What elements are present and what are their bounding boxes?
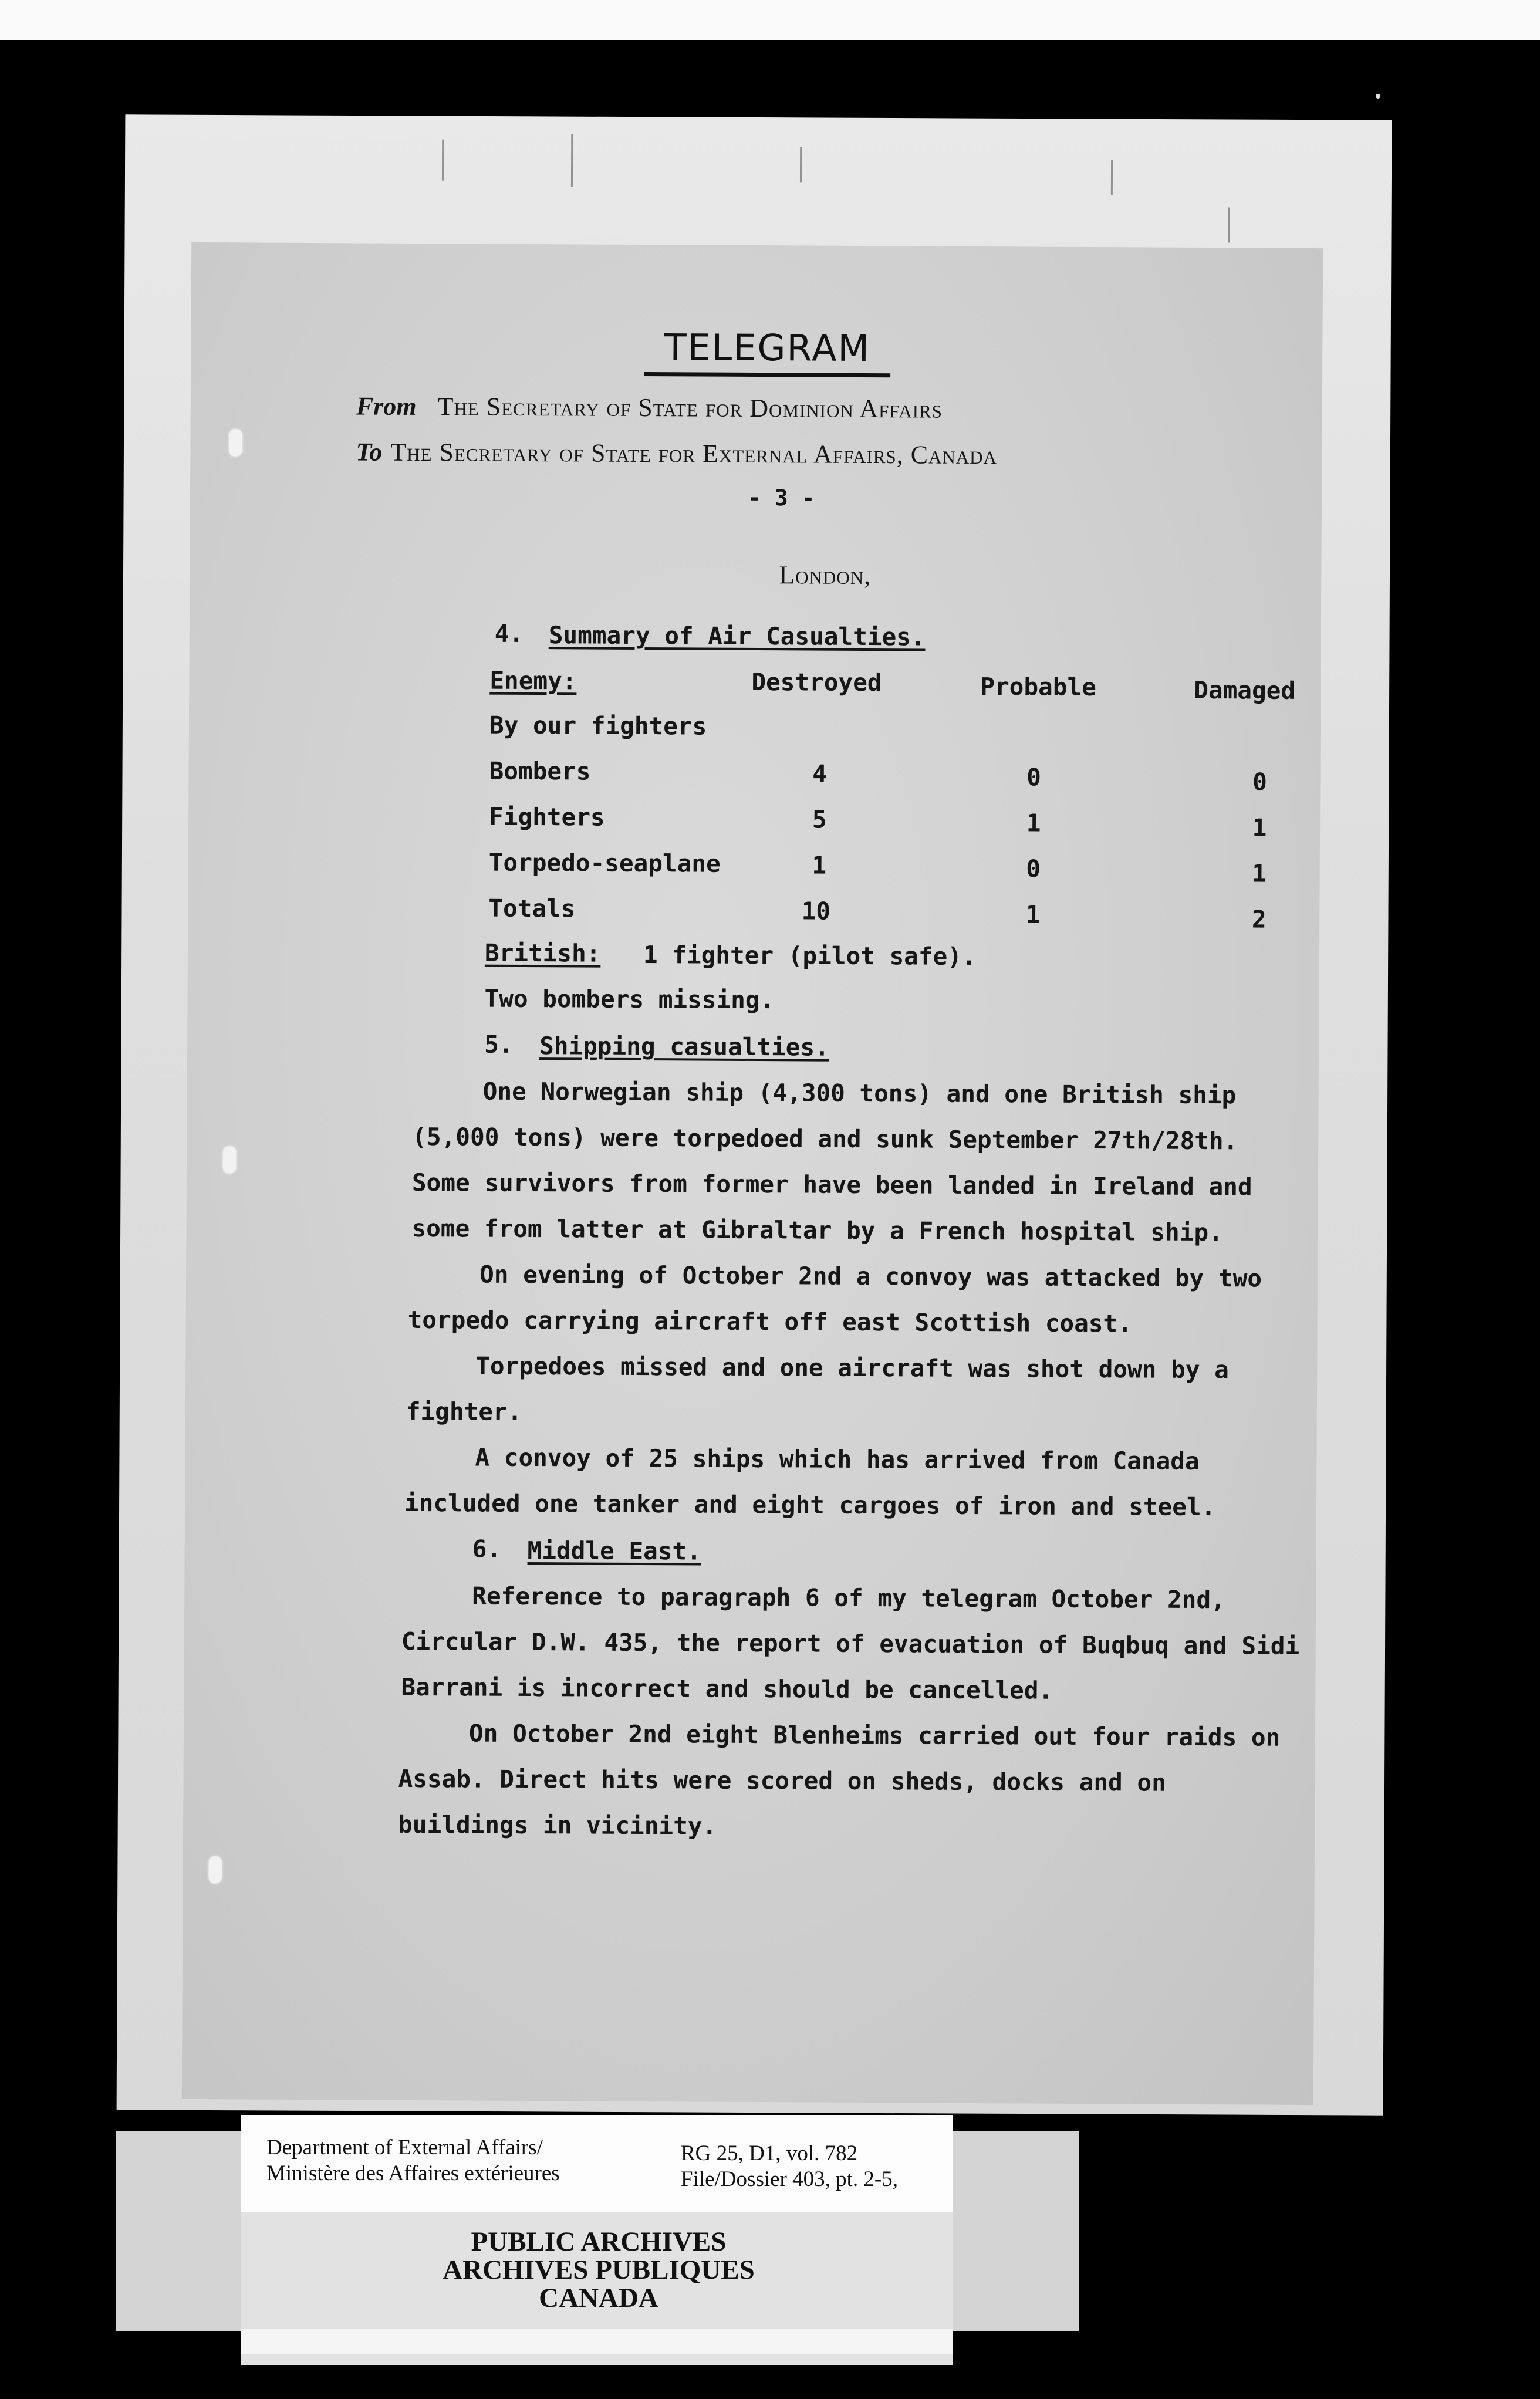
- bombers-missing: Two bombers missing.: [484, 984, 775, 1015]
- cell-value: 0: [1026, 854, 1041, 883]
- body-line: One Norwegian ship (4,300 tons) and one British ship: [482, 1077, 1237, 1110]
- section-5-heading: Shipping casualties.: [539, 1032, 829, 1062]
- enemy-label: Enemy:: [489, 666, 577, 695]
- by-our-fighters: By our fighters: [489, 711, 707, 741]
- section-5-number: 5.: [484, 1030, 514, 1059]
- scratch-mark: [800, 147, 802, 182]
- film-speck: [1376, 94, 1380, 99]
- col-probable: Probable: [980, 673, 1096, 702]
- cell-value: 1: [1025, 900, 1041, 929]
- cell-value: 1: [1026, 809, 1041, 837]
- punch-hole: [223, 1146, 236, 1173]
- scratch-mark: [571, 134, 573, 187]
- cell-value: 0: [1252, 768, 1267, 796]
- cell-value: 2: [1251, 905, 1267, 934]
- body-line: fighter.: [406, 1397, 522, 1426]
- cell-value: 0: [1026, 763, 1042, 792]
- scratch-mark: [1228, 208, 1230, 243]
- place-line: London,: [779, 560, 872, 590]
- body-line: Assab. Direct hits were scored on sheds, docks and on: [398, 1764, 1166, 1797]
- row-label: Fighters: [489, 802, 605, 832]
- col-damaged: Damaged: [1194, 675, 1296, 705]
- body-line: Circular D.W. 435, the report of evacuation of Buqbuq and Sidi: [401, 1627, 1300, 1660]
- body-line: On October 2nd eight Blenheims carried out four raids on: [468, 1719, 1281, 1752]
- cell-value: 1: [812, 851, 827, 880]
- scratch-mark: [1111, 160, 1113, 195]
- row-label: Totals: [488, 894, 576, 923]
- body-line: Torpedoes missed and one aircraft was shot down by a: [475, 1351, 1229, 1384]
- archive-reference-card: [241, 2115, 953, 2212]
- row-label: Bombers: [489, 756, 591, 786]
- archive-ref-1: RG 25, D1, vol. 782: [681, 2141, 858, 2165]
- film-bottom-strip: [241, 2329, 953, 2354]
- punch-hole: [229, 429, 242, 456]
- stamp-line-2: ARCHIVES PUBLIQUES: [443, 2255, 755, 2285]
- public-archives-stamp: [411, 2228, 786, 2312]
- film-top-margin: [0, 0, 1540, 40]
- scratch-mark: [442, 140, 444, 181]
- col-destroyed: Destroyed: [751, 667, 882, 697]
- cell-value: 10: [801, 897, 831, 925]
- telegram-title: TELEGRAM: [644, 326, 890, 377]
- cell-value: 4: [812, 759, 828, 788]
- body-line: (5,000 tons) were torpedoed and sunk September 27th/28th.: [412, 1122, 1238, 1155]
- section-6-number: 6.: [472, 1535, 502, 1563]
- to-label: To: [356, 437, 383, 467]
- body-line: Barrani is incorrect and should be cancelled.: [401, 1672, 1053, 1705]
- section-4-heading: Summary of Air Casualties.: [548, 621, 926, 651]
- body-line: Some survivors from former have been landed in Ireland and: [411, 1168, 1252, 1201]
- stamp-line-3: CANADA: [539, 2283, 658, 2313]
- from-text: The Secretary of State for Dominion Affairs: [437, 392, 943, 424]
- body-line: included one tanker and eight cargoes of iron and steel.: [404, 1488, 1216, 1522]
- british-label: British:: [484, 938, 601, 968]
- telegram-page: [182, 242, 1323, 2105]
- archive-ref-2: File/Dossier 403, pt. 2-5,: [681, 2167, 898, 2191]
- to-line: [356, 437, 997, 470]
- british-text: 1 fighter (pilot safe).: [643, 941, 977, 971]
- body-line: On evening of October 2nd a convoy was attacked by two: [479, 1260, 1262, 1293]
- department-fr: Ministère des Affaires extérieures: [266, 2161, 560, 2185]
- body-line: A convoy of 25 ships which has arrived from Canada: [475, 1443, 1200, 1475]
- section-4-number: 4.: [494, 619, 524, 648]
- page-number: - 3 -: [747, 484, 815, 511]
- body-line: Reference to paragraph 6 of my telegram October 2nd,: [472, 1582, 1225, 1614]
- body-line: torpedo carrying aircraft off east Scottish coast.: [407, 1305, 1133, 1338]
- section-6-heading: Middle East.: [527, 1536, 701, 1566]
- stamp-line-1: PUBLIC ARCHIVES: [471, 2226, 727, 2257]
- punch-hole: [209, 1856, 222, 1883]
- cell-value: 1: [1252, 859, 1267, 888]
- department-en: Department of External Affairs/: [266, 2136, 543, 2160]
- row-label: Torpedo-seaplane: [488, 848, 721, 878]
- body-line: buildings in vicinity.: [398, 1810, 717, 1840]
- from-line: [356, 391, 943, 424]
- from-label: From: [356, 391, 417, 421]
- cell-value: 5: [812, 805, 827, 834]
- cell-value: 1: [1252, 813, 1267, 842]
- to-text: The Secretary of State for External Affairs, Canada: [390, 437, 998, 470]
- body-line: some from latter at Gibraltar by a French hospital ship.: [411, 1214, 1223, 1247]
